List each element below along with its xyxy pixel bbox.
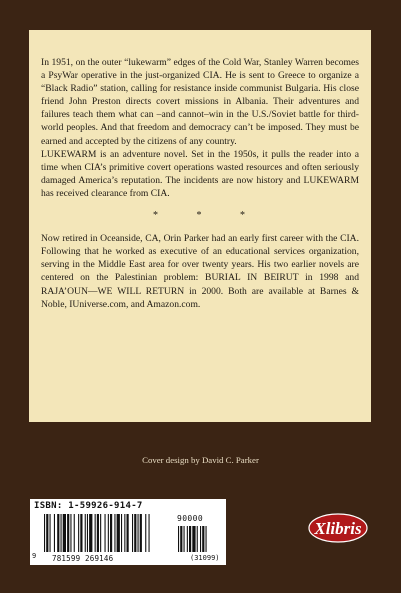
isbn-barcode <box>30 499 226 565</box>
logo-text: Xlibris <box>314 519 362 538</box>
xlibris-logo <box>308 513 368 543</box>
isbn-label: ISBN: 1-59926-914-7 <box>34 501 143 511</box>
blurb-panel <box>29 30 371 422</box>
cover-design-credit: Cover design by David C. Parker <box>142 455 259 465</box>
author-bio: Now retired in Oceanside, CA, Orin Parker had an early first career with the CIA. Following that he worked as executive of an educational services organization, serving in the Middle East area for over twenty years. His two earlier novels are centered on the Palestinian problem: BURIAL IN BEIRUT in 1998 and RAJA’OUN—WE WILL RETURN in 2000. Both are available at Barnes & Noble, IUniverse.com, and Amazon.com. <box>41 233 359 310</box>
ean-digits: 781599 269146 <box>52 554 114 563</box>
ean-prefix-digit: 9 <box>32 552 37 560</box>
blurb-paragraph-2: LUKEWARM is an adventure novel. Set in the 1950s, it pulls the reader into a time when CIA’s primitive covert operations wasted resources and often seriously damaged America’s reputation. The incidents are now history and LUKEWARM has received clearance from CIA. <box>41 148 359 199</box>
addon-number: 90000 <box>177 514 204 523</box>
blurb-paragraph-1: In 1951, on the outer “lukewarm” edges of the Cold War, Stanley Warren becomes a PsyWar operative in the just-organized CIA. He is sent to Greece to organize a “Black Radio” station, calling for resistance inside communist Bulgaria. His close friend John Preston directs covert missions in Albania. Their adventures and failures teach them what can –and cannot–win in the U.S./Soviet battle for third-world peoples. And that freedom and democracy can’t be imposed. They must be earned and accepted by the citizens of any country. <box>41 57 359 147</box>
section-separator: * * * <box>153 210 263 222</box>
barcode-code: (31099) <box>190 554 220 562</box>
